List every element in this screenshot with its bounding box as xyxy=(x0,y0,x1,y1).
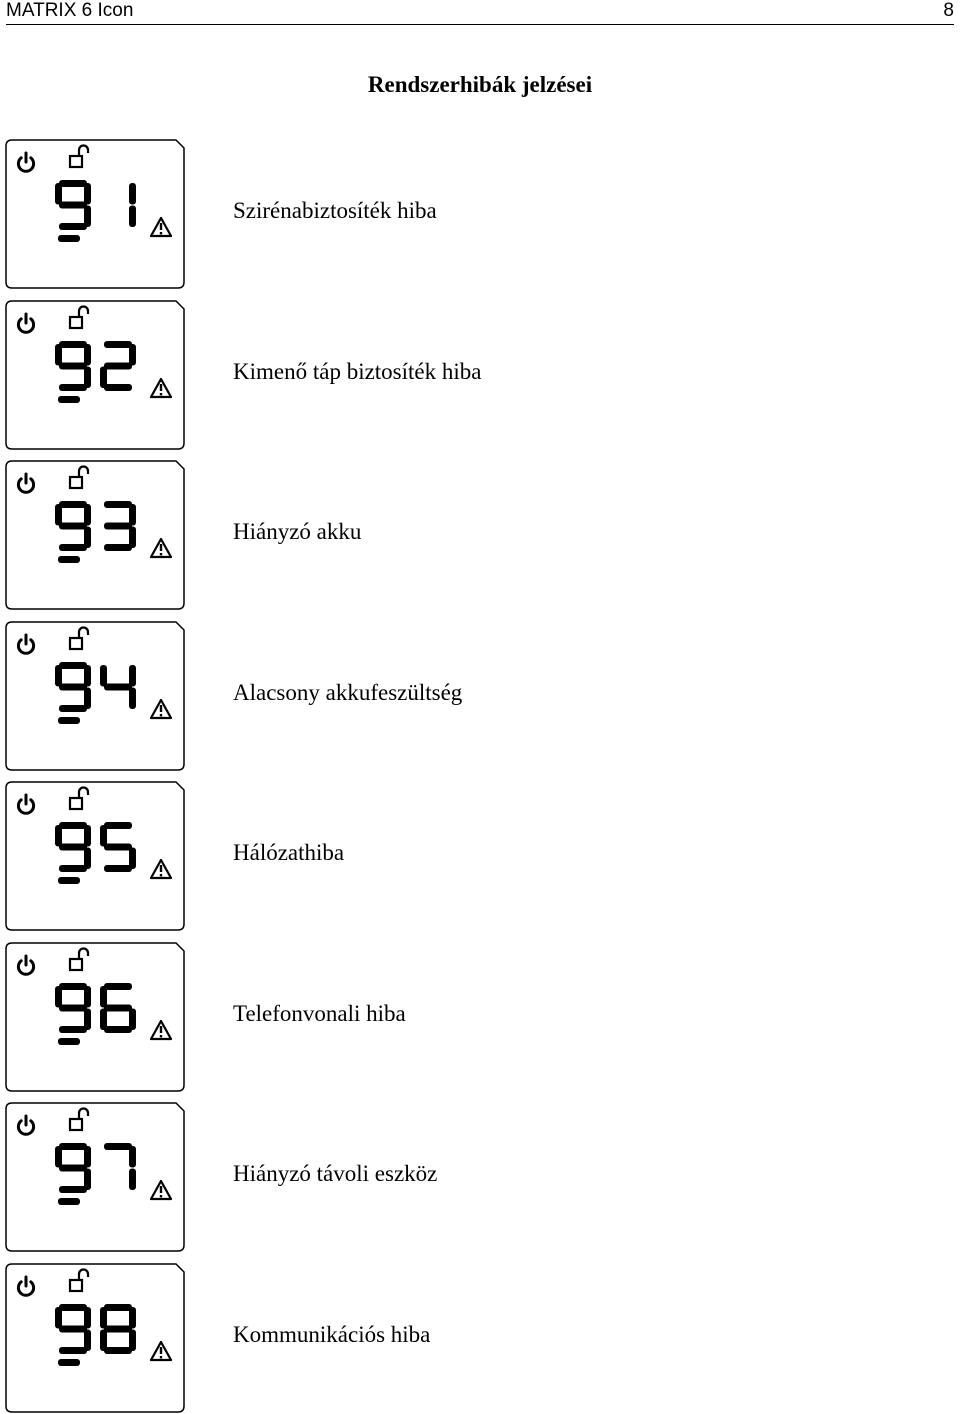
error-row xyxy=(0,1262,960,1414)
lcd-minus-segment xyxy=(58,717,80,724)
lcd-minus-segment xyxy=(58,1038,80,1045)
error-description: Kommunikációs hiba xyxy=(233,1321,431,1347)
error-description: Hálózathiba xyxy=(233,840,345,865)
error-description: Hiányzó távoli eszköz xyxy=(233,1161,438,1186)
lcd-display xyxy=(4,780,186,932)
lcd-display xyxy=(4,1262,186,1414)
error-row xyxy=(0,941,960,1093)
lcd-minus-segment xyxy=(58,1198,80,1205)
error-row xyxy=(0,459,960,611)
document-title: MATRIX 6 Icon xyxy=(6,0,134,21)
lcd-minus-segment xyxy=(58,396,80,403)
lcd-minus-segment xyxy=(58,1359,80,1366)
lcd-display xyxy=(4,620,186,772)
lcd-minus-segment xyxy=(58,877,80,884)
lcd-display xyxy=(4,941,186,1093)
lcd-display xyxy=(4,299,186,451)
error-row xyxy=(0,620,960,772)
error-description: Szirénabiztosíték hiba xyxy=(233,198,437,223)
page-header xyxy=(6,0,954,25)
lcd-minus-segment xyxy=(58,235,80,242)
section-title: Rendszerhibák jelzései xyxy=(367,72,593,97)
error-row xyxy=(0,1101,960,1253)
error-description: Kimenő táp biztosíték hiba xyxy=(233,358,482,384)
error-description: Alacsony akkufeszültség xyxy=(233,679,463,705)
lcd-display xyxy=(4,459,186,611)
lcd-display xyxy=(4,1101,186,1253)
error-row xyxy=(0,780,960,932)
error-row xyxy=(0,299,960,451)
lcd-minus-segment xyxy=(58,556,80,563)
error-description: Telefonvonali hiba xyxy=(233,1000,406,1026)
lcd-display xyxy=(4,138,186,290)
page-number: 8 xyxy=(943,0,954,21)
error-description: Hiányzó akku xyxy=(233,519,362,544)
error-row xyxy=(0,138,960,290)
